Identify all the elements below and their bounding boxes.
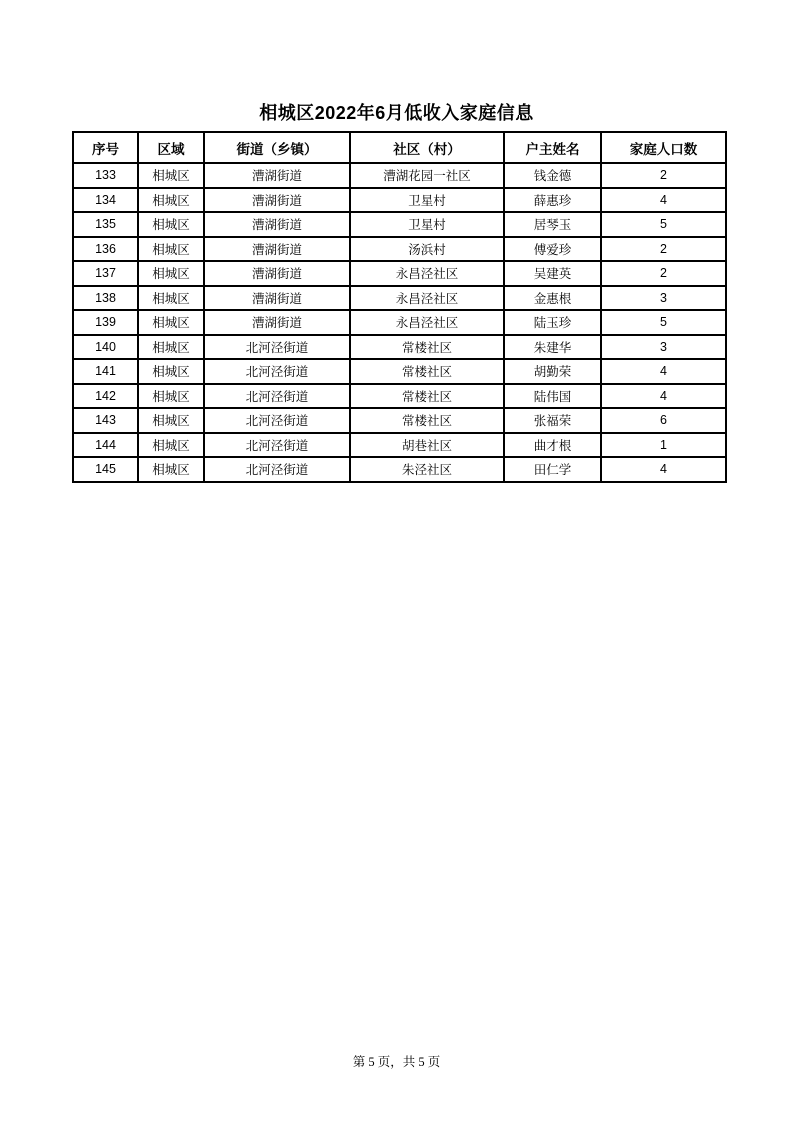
table-cell: 相城区 [138, 237, 204, 262]
table-cell: 138 [73, 286, 138, 311]
table-row [73, 212, 726, 237]
table-cell: 永昌泾社区 [350, 310, 504, 335]
table-cell: 张福荣 [504, 408, 601, 433]
table-cell: 北河泾街道 [204, 384, 350, 409]
column-header: 区域 [138, 132, 204, 163]
table-cell: 卫星村 [350, 188, 504, 213]
page-number-footer: 第 5 页，共 5 页 [352, 1055, 441, 1069]
table-cell: 相城区 [138, 286, 204, 311]
table-cell: 漕湖街道 [204, 261, 350, 286]
table-cell: 钱金德 [504, 163, 601, 188]
table-cell: 常楼社区 [350, 408, 504, 433]
table-cell: 3 [601, 335, 726, 360]
table-cell: 相城区 [138, 310, 204, 335]
table-cell: 6 [601, 408, 726, 433]
table-cell: 3 [601, 286, 726, 311]
table-cell: 144 [73, 433, 138, 458]
table-cell: 137 [73, 261, 138, 286]
table-cell: 145 [73, 457, 138, 482]
table-cell: 135 [73, 212, 138, 237]
table-cell: 5 [601, 310, 726, 335]
table-cell: 陆玉珍 [504, 310, 601, 335]
table-cell: 4 [601, 359, 726, 384]
table-cell: 卫星村 [350, 212, 504, 237]
table-cell: 相城区 [138, 408, 204, 433]
table-cell: 居琴玉 [504, 212, 601, 237]
table-cell: 朱建华 [504, 335, 601, 360]
table-cell: 北河泾街道 [204, 359, 350, 384]
table-cell: 2 [601, 163, 726, 188]
table-row [73, 163, 726, 188]
table-row [73, 335, 726, 360]
table-row [73, 188, 726, 213]
table-row [73, 384, 726, 409]
table-row [73, 433, 726, 458]
table-cell: 139 [73, 310, 138, 335]
table-cell: 相城区 [138, 457, 204, 482]
page-title: 相城区2022年6月低收入家庭信息 [259, 103, 534, 123]
column-header: 街道（乡镇） [204, 132, 350, 163]
table-cell: 相城区 [138, 188, 204, 213]
table-cell: 5 [601, 212, 726, 237]
low-income-family-table [72, 131, 727, 483]
table-cell: 相城区 [138, 359, 204, 384]
table-row [73, 310, 726, 335]
table-cell: 漕湖街道 [204, 237, 350, 262]
table-cell: 140 [73, 335, 138, 360]
table-row [73, 261, 726, 286]
table-cell: 相城区 [138, 433, 204, 458]
table-cell: 141 [73, 359, 138, 384]
table-cell: 胡巷社区 [350, 433, 504, 458]
table-cell: 相城区 [138, 212, 204, 237]
table-cell: 4 [601, 188, 726, 213]
table-row [73, 359, 726, 384]
column-header: 社区（村） [350, 132, 504, 163]
table-cell: 133 [73, 163, 138, 188]
table-cell: 漕湖街道 [204, 188, 350, 213]
table-cell: 134 [73, 188, 138, 213]
table-cell: 2 [601, 261, 726, 286]
column-header: 家庭人口数 [601, 132, 726, 163]
table-cell: 相城区 [138, 384, 204, 409]
column-header: 户主姓名 [504, 132, 601, 163]
table-row [73, 408, 726, 433]
table-cell: 常楼社区 [350, 359, 504, 384]
table-cell: 相城区 [138, 261, 204, 286]
table-body [73, 163, 726, 482]
table-cell: 4 [601, 457, 726, 482]
table-header-row [73, 132, 726, 163]
table-cell: 143 [73, 408, 138, 433]
table-cell: 漕湖街道 [204, 212, 350, 237]
table-cell: 常楼社区 [350, 335, 504, 360]
table-cell: 相城区 [138, 335, 204, 360]
table-cell: 吴建英 [504, 261, 601, 286]
table-cell: 曲才根 [504, 433, 601, 458]
table-cell: 薛惠珍 [504, 188, 601, 213]
table-cell: 142 [73, 384, 138, 409]
table-cell: 永昌泾社区 [350, 261, 504, 286]
table-cell: 北河泾街道 [204, 335, 350, 360]
column-header: 序号 [73, 132, 138, 163]
table-row [73, 286, 726, 311]
table-cell: 136 [73, 237, 138, 262]
table-cell: 金惠根 [504, 286, 601, 311]
table-cell: 漕湖街道 [204, 310, 350, 335]
table-cell: 常楼社区 [350, 384, 504, 409]
table-cell: 陆伟国 [504, 384, 601, 409]
table-cell: 漕湖街道 [204, 286, 350, 311]
table-cell: 2 [601, 237, 726, 262]
table-cell: 汤浜村 [350, 237, 504, 262]
table-cell: 相城区 [138, 163, 204, 188]
table-cell: 胡勤荣 [504, 359, 601, 384]
table-cell: 北河泾街道 [204, 457, 350, 482]
table-cell: 北河泾街道 [204, 408, 350, 433]
table-cell: 永昌泾社区 [350, 286, 504, 311]
table-row [73, 457, 726, 482]
table-row [73, 237, 726, 262]
table-cell: 田仁学 [504, 457, 601, 482]
table-cell: 1 [601, 433, 726, 458]
table-cell: 朱泾社区 [350, 457, 504, 482]
table-cell: 漕湖街道 [204, 163, 350, 188]
table-cell: 4 [601, 384, 726, 409]
table-cell: 漕湖花园一社区 [350, 163, 504, 188]
table-cell: 傅爱珍 [504, 237, 601, 262]
table-cell: 北河泾街道 [204, 433, 350, 458]
